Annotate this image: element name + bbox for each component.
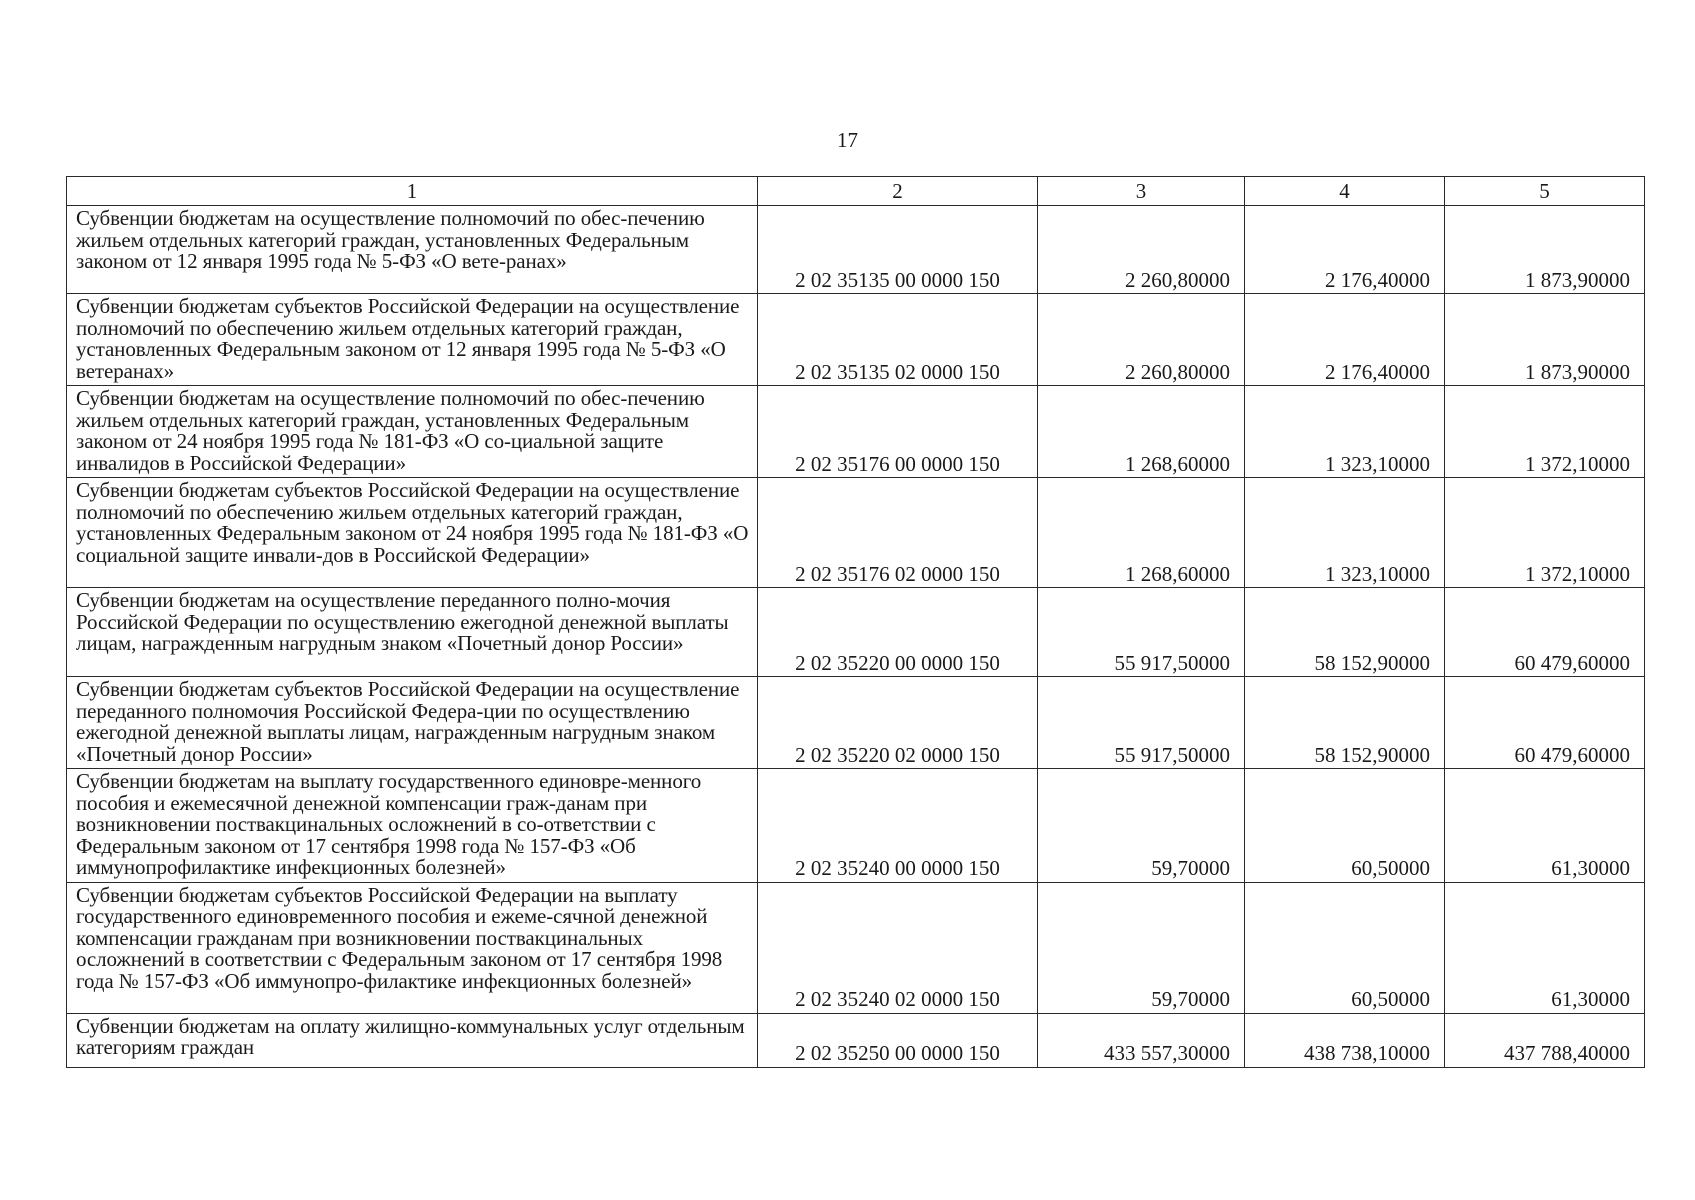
row-description: Субвенции бюджетам субъектов Российской Федерации на осуществление полномочий по обеспечению жильем отдельных категорий граждан, установленных Федеральным законом от 12 января 1995 года № 5-ФЗ «О ветеранах» bbox=[67, 294, 758, 386]
table-row bbox=[67, 386, 1645, 478]
row-value-3: 1 268,60000 bbox=[1038, 386, 1245, 478]
row-value-5: 1 873,90000 bbox=[1445, 206, 1645, 294]
row-value-4: 60,50000 bbox=[1245, 882, 1445, 1013]
row-value-3: 55 917,50000 bbox=[1038, 588, 1245, 677]
column-header-2: 2 bbox=[758, 177, 1038, 206]
page-number: 17 bbox=[837, 128, 858, 152]
row-code: 2 02 35176 00 0000 150 bbox=[758, 386, 1038, 478]
row-value-5: 60 479,60000 bbox=[1445, 677, 1645, 769]
row-value-5: 437 788,40000 bbox=[1445, 1013, 1645, 1067]
row-value-3: 59,70000 bbox=[1038, 882, 1245, 1013]
row-value-4: 1 323,10000 bbox=[1245, 478, 1445, 588]
row-value-3: 59,70000 bbox=[1038, 769, 1245, 883]
table-body bbox=[67, 206, 1645, 1068]
row-code: 2 02 35135 00 0000 150 bbox=[758, 206, 1038, 294]
row-description: Субвенции бюджетам на осуществление переданного полно-мочия Российской Федерации по осуществлению ежегодной денежной выплаты лицам, награжденным нагрудным знаком «Почетный донор России» bbox=[67, 588, 758, 677]
table-header bbox=[67, 177, 1645, 206]
row-description: Субвенции бюджетам на оплату жилищно-коммунальных услуг отдельным категориям граждан bbox=[67, 1013, 758, 1067]
row-description: Субвенции бюджетам субъектов Российской Федерации на осуществление полномочий по обеспечению жильем отдельных категорий граждан, установленных Федеральным законом от 24 ноября 1995 года № 181-ФЗ «О социальной защите инвали-дов в Российской Федерации» bbox=[67, 478, 758, 588]
row-description: Субвенции бюджетам на осуществление полномочий по обес-печению жильем отдельных категорий граждан, установленных Федеральным законом от 24 ноября 1995 года № 181-ФЗ «О со-циальной защите инвалидов в Российской Федерации» bbox=[67, 386, 758, 478]
table-row bbox=[67, 206, 1645, 294]
row-value-3: 55 917,50000 bbox=[1038, 677, 1245, 769]
row-code: 2 02 35176 02 0000 150 bbox=[758, 478, 1038, 588]
column-header-1: 1 bbox=[67, 177, 758, 206]
row-value-4: 58 152,90000 bbox=[1245, 588, 1445, 677]
row-description: Субвенции бюджетам субъектов Российской Федерации на осуществление переданного полномочия Российской Федера-ции по осуществлению ежегодной денежной выплаты лицам, награжденным нагрудным знаком «Почетный донор России» bbox=[67, 677, 758, 769]
budget-table bbox=[66, 176, 1645, 1068]
row-code: 2 02 35220 00 0000 150 bbox=[758, 588, 1038, 677]
row-code: 2 02 35240 00 0000 150 bbox=[758, 769, 1038, 883]
row-value-5: 61,30000 bbox=[1445, 882, 1645, 1013]
table-row bbox=[67, 588, 1645, 677]
row-value-4: 2 176,40000 bbox=[1245, 294, 1445, 386]
row-description: Субвенции бюджетам на выплату государственного единовре-менного пособия и ежемесячной денежной компенсации граж-данам при возникновении поствакцинальных осложнений в со-ответствии с Федеральным законом от 17 сентября 1998 года № 157-ФЗ «Об иммунопрофилактике инфекционных болезней» bbox=[67, 769, 758, 883]
row-value-4: 1 323,10000 bbox=[1245, 386, 1445, 478]
row-description: Субвенции бюджетам на осуществление полномочий по обес-печению жильем отдельных категорий граждан, установленных Федеральным законом от 12 января 1995 года № 5-ФЗ «О вете-ранах» bbox=[67, 206, 758, 294]
row-value-3: 2 260,80000 bbox=[1038, 206, 1245, 294]
table-row bbox=[67, 294, 1645, 386]
row-value-4: 438 738,10000 bbox=[1245, 1013, 1445, 1067]
row-value-5: 1 372,10000 bbox=[1445, 386, 1645, 478]
table-row bbox=[67, 1013, 1645, 1067]
table-row bbox=[67, 478, 1645, 588]
table-row bbox=[67, 882, 1645, 1013]
row-value-3: 2 260,80000 bbox=[1038, 294, 1245, 386]
row-value-4: 60,50000 bbox=[1245, 769, 1445, 883]
row-value-5: 1 873,90000 bbox=[1445, 294, 1645, 386]
header-row bbox=[67, 177, 1645, 206]
row-value-5: 1 372,10000 bbox=[1445, 478, 1645, 588]
row-value-4: 2 176,40000 bbox=[1245, 206, 1445, 294]
row-value-4: 58 152,90000 bbox=[1245, 677, 1445, 769]
row-value-5: 60 479,60000 bbox=[1445, 588, 1645, 677]
table-row bbox=[67, 769, 1645, 883]
row-description: Субвенции бюджетам субъектов Российской Федерации на выплату государственного единовременного пособия и ежеме-сячной денежной компенсации гражданам при возникновении поствакцинальных осложнений в соответствии с Федеральным законом от 17 сентября 1998 года № 157-ФЗ «Об иммунопро-филактике инфекционных болезней» bbox=[67, 882, 758, 1013]
row-value-5: 61,30000 bbox=[1445, 769, 1645, 883]
row-code: 2 02 35135 02 0000 150 bbox=[758, 294, 1038, 386]
row-code: 2 02 35240 02 0000 150 bbox=[758, 882, 1038, 1013]
row-code: 2 02 35250 00 0000 150 bbox=[758, 1013, 1038, 1067]
table-row bbox=[67, 677, 1645, 769]
column-header-5: 5 bbox=[1445, 177, 1645, 206]
row-value-3: 1 268,60000 bbox=[1038, 478, 1245, 588]
row-value-3: 433 557,30000 bbox=[1038, 1013, 1245, 1067]
row-code: 2 02 35220 02 0000 150 bbox=[758, 677, 1038, 769]
column-header-4: 4 bbox=[1245, 177, 1445, 206]
column-header-3: 3 bbox=[1038, 177, 1245, 206]
